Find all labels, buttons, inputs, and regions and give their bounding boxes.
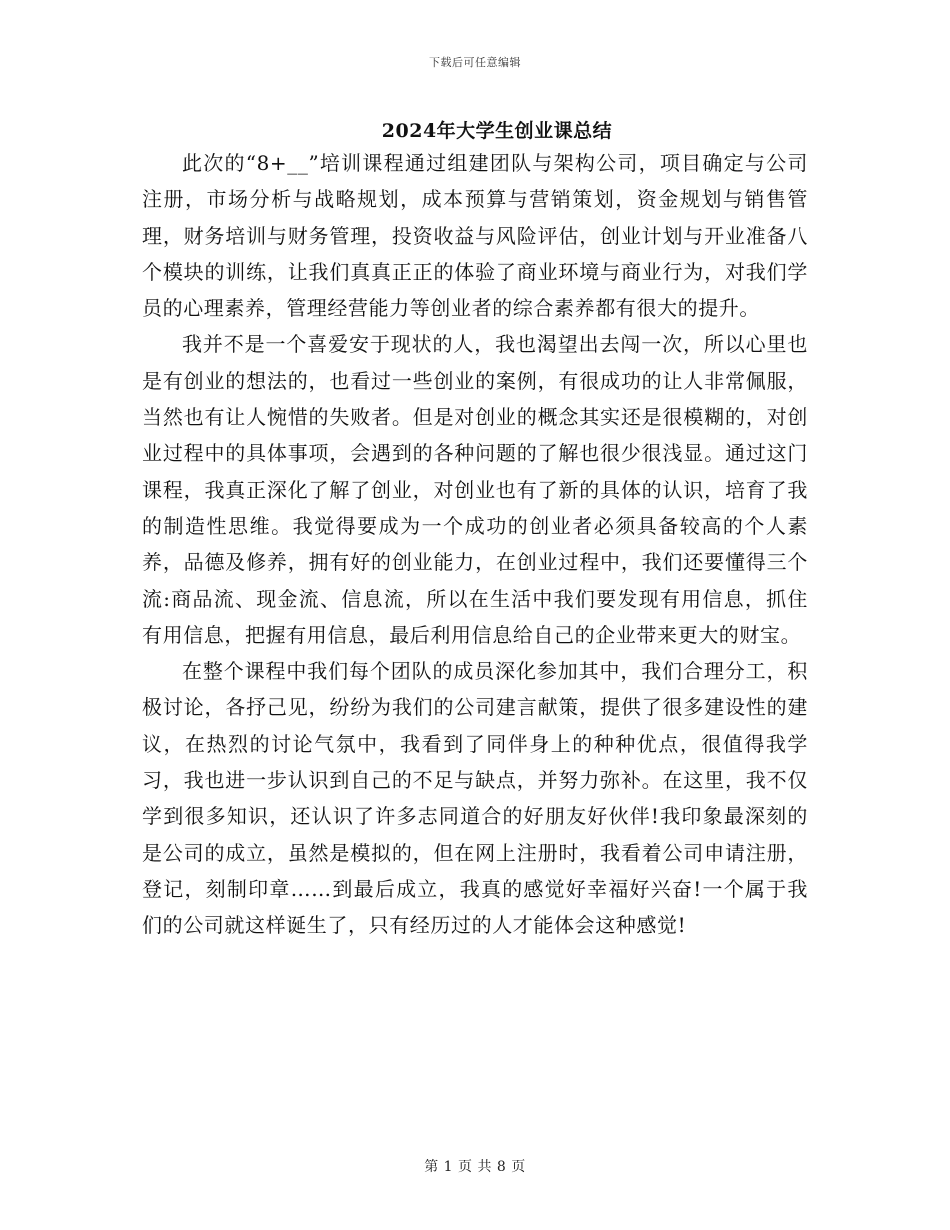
paragraph-3: 在整个课程中我们每个团队的成员深化参加其中，我们合理分工，积极讨论，各抒己见，纷纷为我们的公司建言献策，提供了很多建设性的建议，在热烈的讨论气氛中，我看到了同伴身上的种种优点，很值得我学习，我也进一步认识到自己的不足与缺点，并努力弥补。在这里，我不仅学到很多知识，还认识了许多志同道合的好朋友好伙伴!我印象最深刻的是公司的成立，虽然是模拟的，但在网上注册时，我看着公司申请注册，登记，刻制印章……到最后成立，我真的感觉好幸福好兴奋!一个属于我们的公司就这样诞生了，只有经历过的人才能体会这种感觉!	[142, 659, 808, 938]
page-number: 第 1 页 共 8 页	[424, 1159, 526, 1175]
document-title: 2024年大学生创业课总结	[381, 120, 613, 142]
document-body	[142, 145, 808, 944]
paragraph-2: 我并不是一个喜爱安于现状的人，我也渴望出去闯一次，所以心里也是有创业的想法的，也看过一些创业的案例，有很成功的让人非常佩服，当然也有让人惋惜的失败者。但是对创业的概念其实还是很模糊的，对创业过程中的具体事项，会遇到的各种问题的了解也很少很浅显。通过这门课程，我真正深化了解了创业，对创业也有了新的具体的认识，培育了我的制造性思维。我觉得要成为一个成功的创业者必须具备较高的个人素养，品德及修养，拥有好的创业能力，在创业过程中，我们还要懂得三个流:商品流、现金流、信息流，所以在生活中我们要发现有用信息，抓住有用信息，把握有用信息，最后利用信息给自己的企业带来更大的财宝。	[142, 332, 808, 647]
header-note: 下载后可任意编辑	[429, 56, 521, 69]
paragraph-1: 此次的“8+__”培训课程通过组建团队与架构公司，项目确定与公司注册，市场分析与战略规划，成本预算与营销策划，资金规划与销售管理，财务培训与财务管理，投资收益与风险评估，创业计划与开业准备八个模块的训练，让我们真真正正的体验了商业环境与商业行为，对我们学员的心理素养，管理经营能力等创业者的综合素养都有很大的提升。	[142, 151, 808, 321]
